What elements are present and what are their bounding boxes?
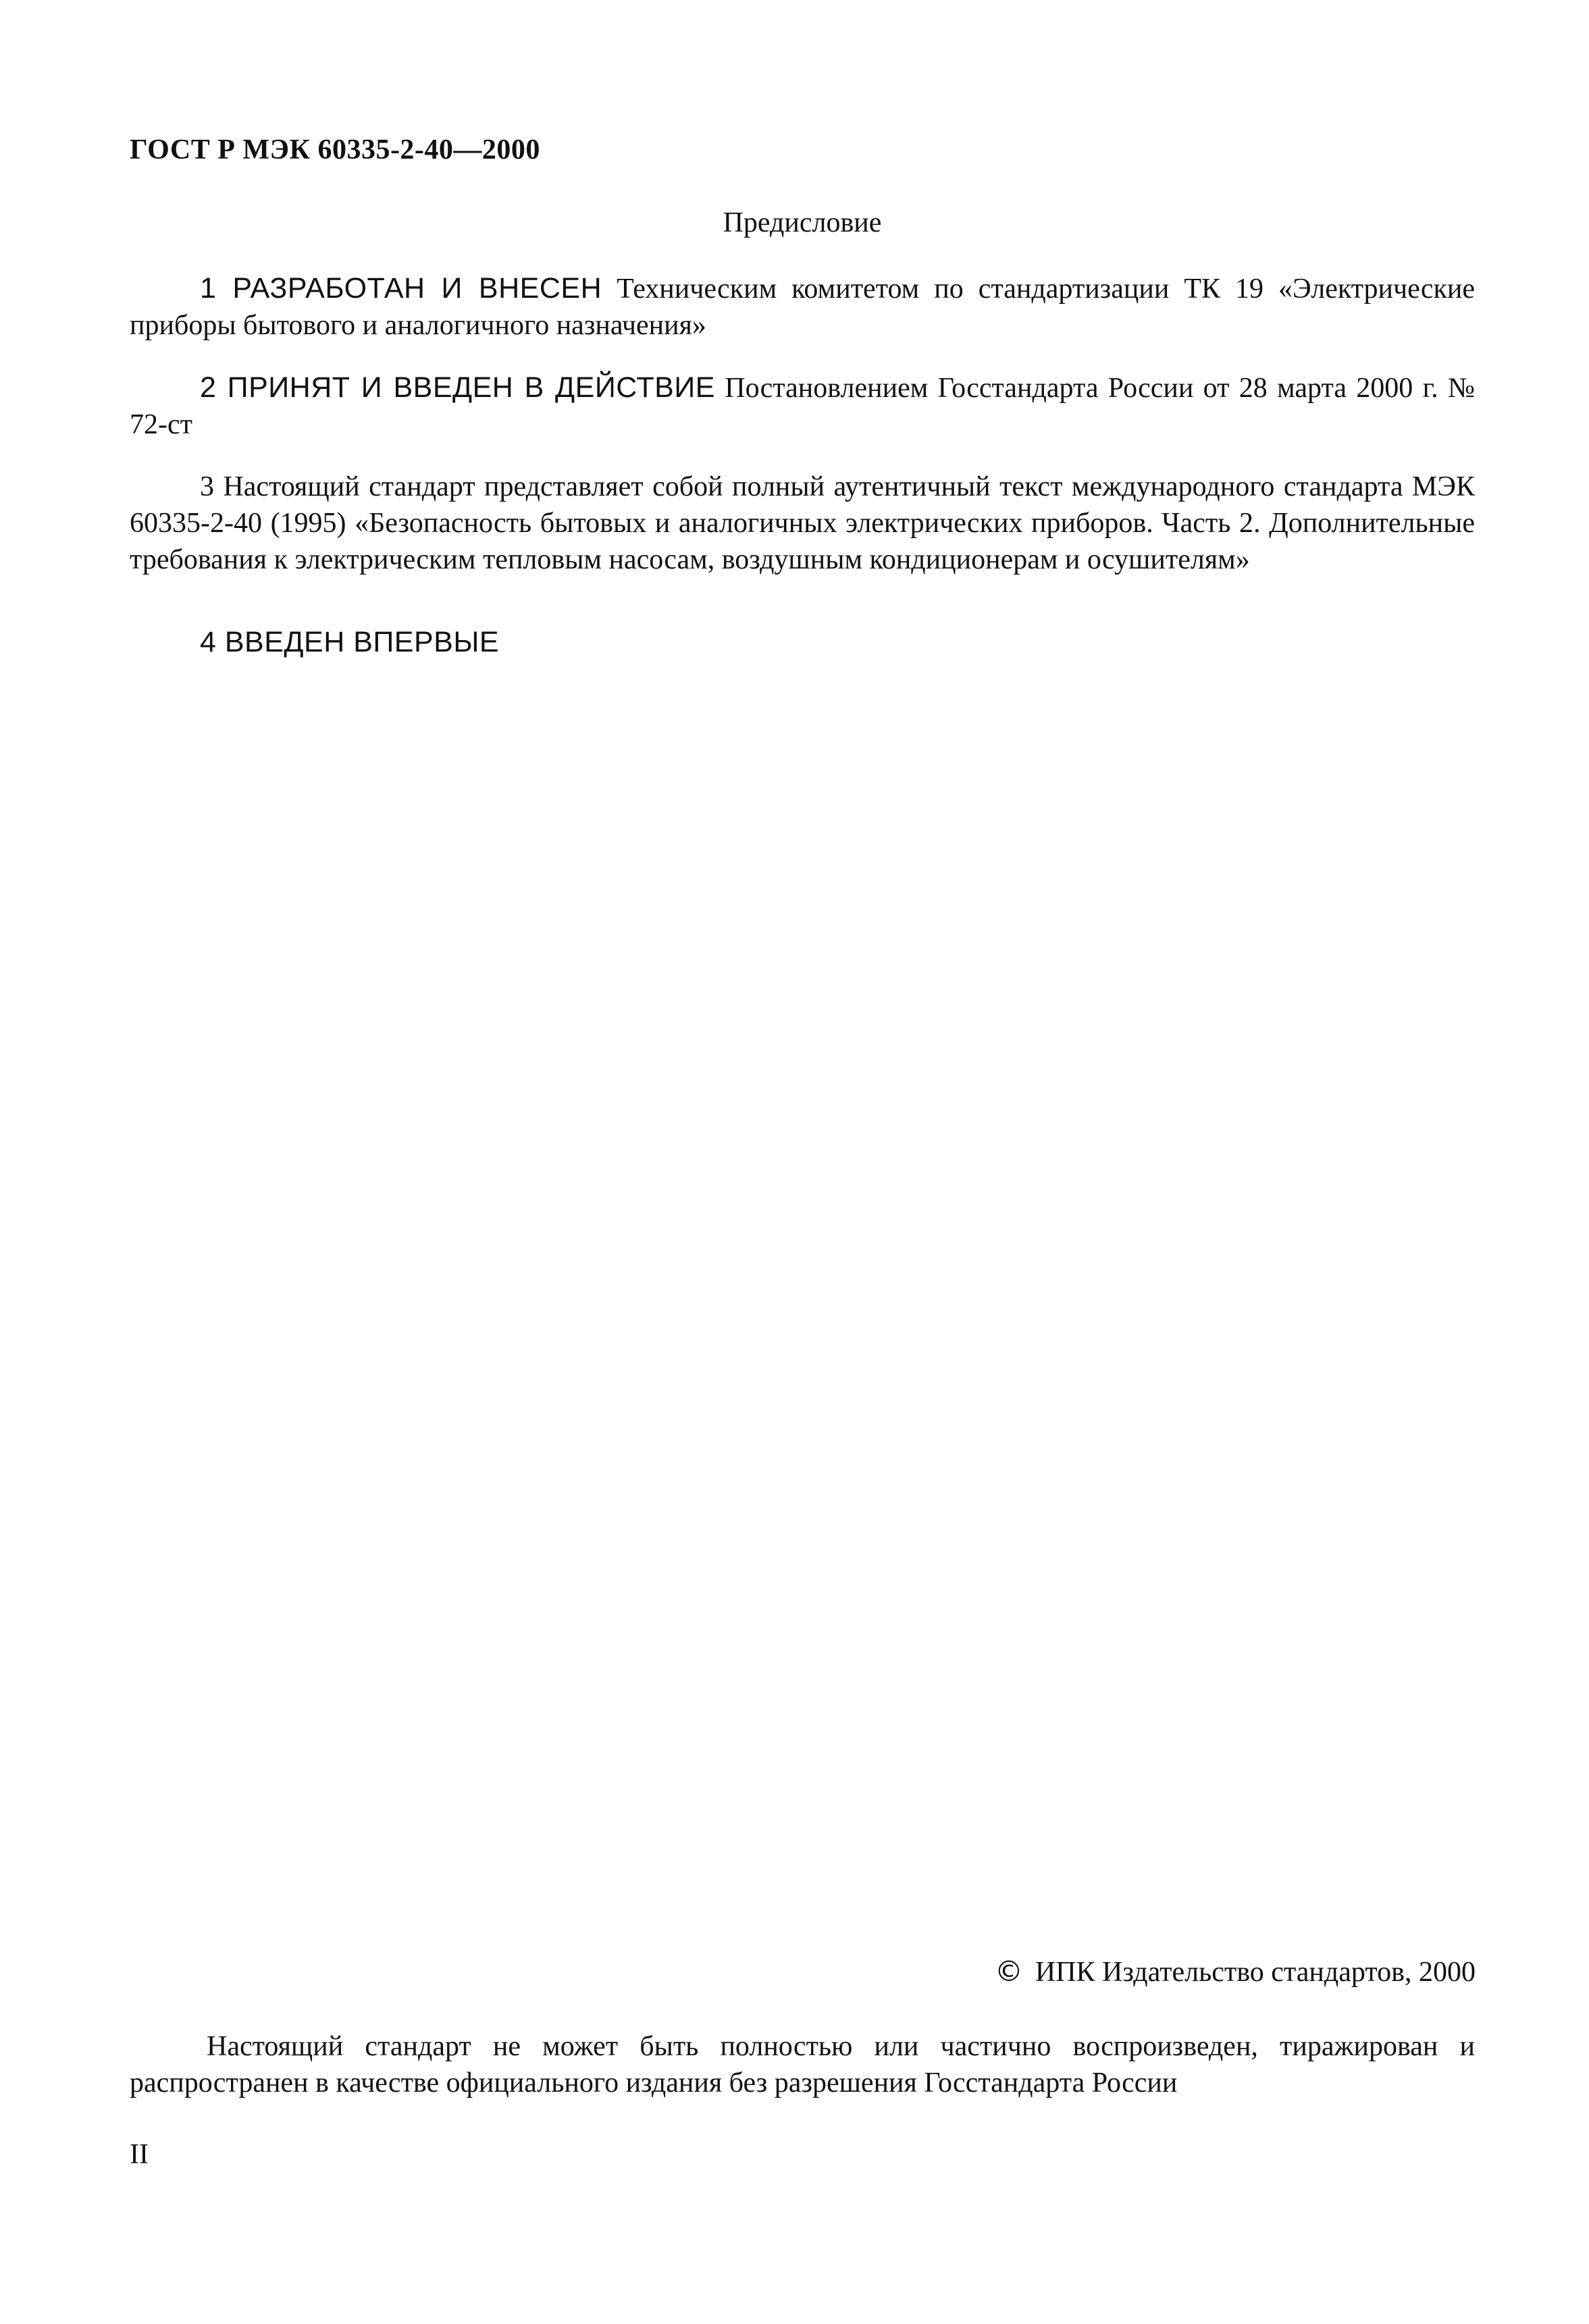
reproduction-notice: Настоящий стандарт не может быть полностью или частично воспроизведен, тиражирован и распространен в качестве официального издания без разрешения Госстандарта России (130, 2031, 1475, 2098)
foreword-item-3 (130, 469, 1475, 578)
foreword-item-3-text: 3 Настоящий стандарт представляет собой полный аутентичный текст международного стандарта МЭК 60335-2-40 (1995) «Безопасность бытовых и аналогичных электрических приборов. Часть 2. Дополнительные требования к электрическим тепловым насосам, воздушным кондиционерам и осушителям» (130, 471, 1475, 575)
foreword-title: Предисловие (723, 207, 882, 238)
copyright-text: ИПК Издательство стандартов, 2000 (1035, 1957, 1476, 1988)
copyright-line (995, 1955, 1476, 1988)
foreword-item-1-text: Техническим комитетом по стандартизации ТК 19 «Электрические приборы бытового и аналогичного назначения» (130, 273, 1476, 341)
foreword-item-2 (130, 369, 1475, 443)
foreword-item-2-text: Постановлением Госстандарта России от 28 марта 2000 г. № 72-ст (130, 373, 1475, 440)
foreword-item-4-lead: 4 ВВЕДЕН ВПЕРВЫЕ (200, 626, 500, 658)
foreword-item-2-lead: 2 ПРИНЯТ И ВВЕДЕН В ДЕЙСТВИЕ (200, 371, 715, 404)
page-number: II (130, 2139, 149, 2170)
foreword-item-4 (130, 624, 1475, 661)
document-code: ГОСТ Р МЭК 60335-2-40—2000 (130, 134, 540, 165)
foreword-item-1 (130, 270, 1475, 344)
foreword-item-1-lead: 1 РАЗРАБОТАН И ВНЕСЕН (200, 272, 602, 305)
copyright-icon: © (994, 1955, 1023, 1988)
